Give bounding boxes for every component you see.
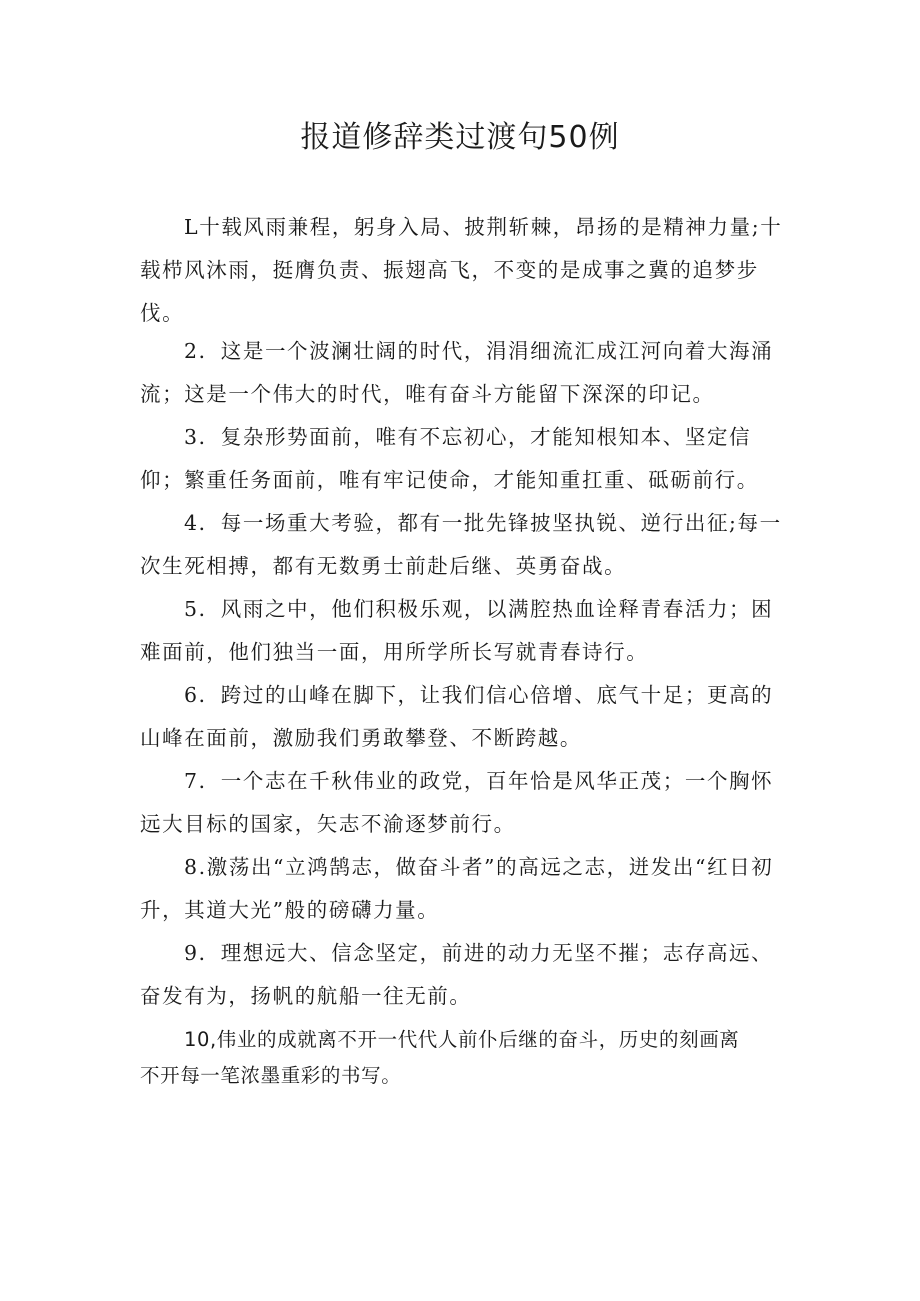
paragraph-item-7: 7．一个志在千秋伟业的政党，百年恰是风华正茂；一个胸怀远大目标的国家，矢志不渝逐梦前行。 bbox=[140, 769, 774, 836]
paragraph-item-6: 6．跨过的山峰在脚下，让我们信心倍增、底气十足；更高的山峰在面前，激励我们勇敢攀登、不断跨越。 bbox=[140, 683, 774, 750]
paragraph-item-8: 8.激荡出“立鸿鹄志，做奋斗者”的高远之志，迸发出“红日初升，其道大光”般的磅礴力量。 bbox=[140, 855, 774, 922]
paragraph-item-2: 2．这是一个波澜壮阔的时代，涓涓细流汇成江河向着大海涌流；这是一个伟大的时代，唯有奋斗方能留下深深的印记。 bbox=[140, 339, 774, 406]
paragraph-item-10: 10,伟业的成就离不开一代代人前仆后继的奋斗，历史的刻画离不开每一笔浓墨重彩的书写。 bbox=[140, 1028, 740, 1087]
paragraph-item-5: 5．风雨之中，他们积极乐观，以满腔热血诠释青春活力；困难面前，他们独当一面，用所学所长写就青春诗行。 bbox=[140, 597, 774, 664]
paragraph-item-9: 9．理想远大、信念坚定，前进的动力无坚不摧；志存高远、奋发有为，扬帆的航船一往无前。 bbox=[140, 941, 774, 1008]
document-title: 报道修辞类过渡句50例 bbox=[300, 120, 620, 155]
paragraph-item-1: L十载风雨兼程，躬身入局、披荆斩棘，昂扬的是精神力量;十载栉风沐雨，挺膺负责、振翅高飞，不变的是成事之冀的追梦步伐。 bbox=[140, 215, 783, 325]
paragraph-item-4: 4．每一场重大考验，都有一批先锋披坚执锐、逆行出征;每一次生死相搏，都有无数勇士前赴后继、英勇奋战。 bbox=[140, 511, 782, 578]
paragraph-item-3: 3．复杂形势面前，唯有不忘初心，才能知根知本、坚定信仰；繁重任务面前，唯有牢记使命，才能知重扛重、砥砺前行。 bbox=[140, 425, 759, 492]
